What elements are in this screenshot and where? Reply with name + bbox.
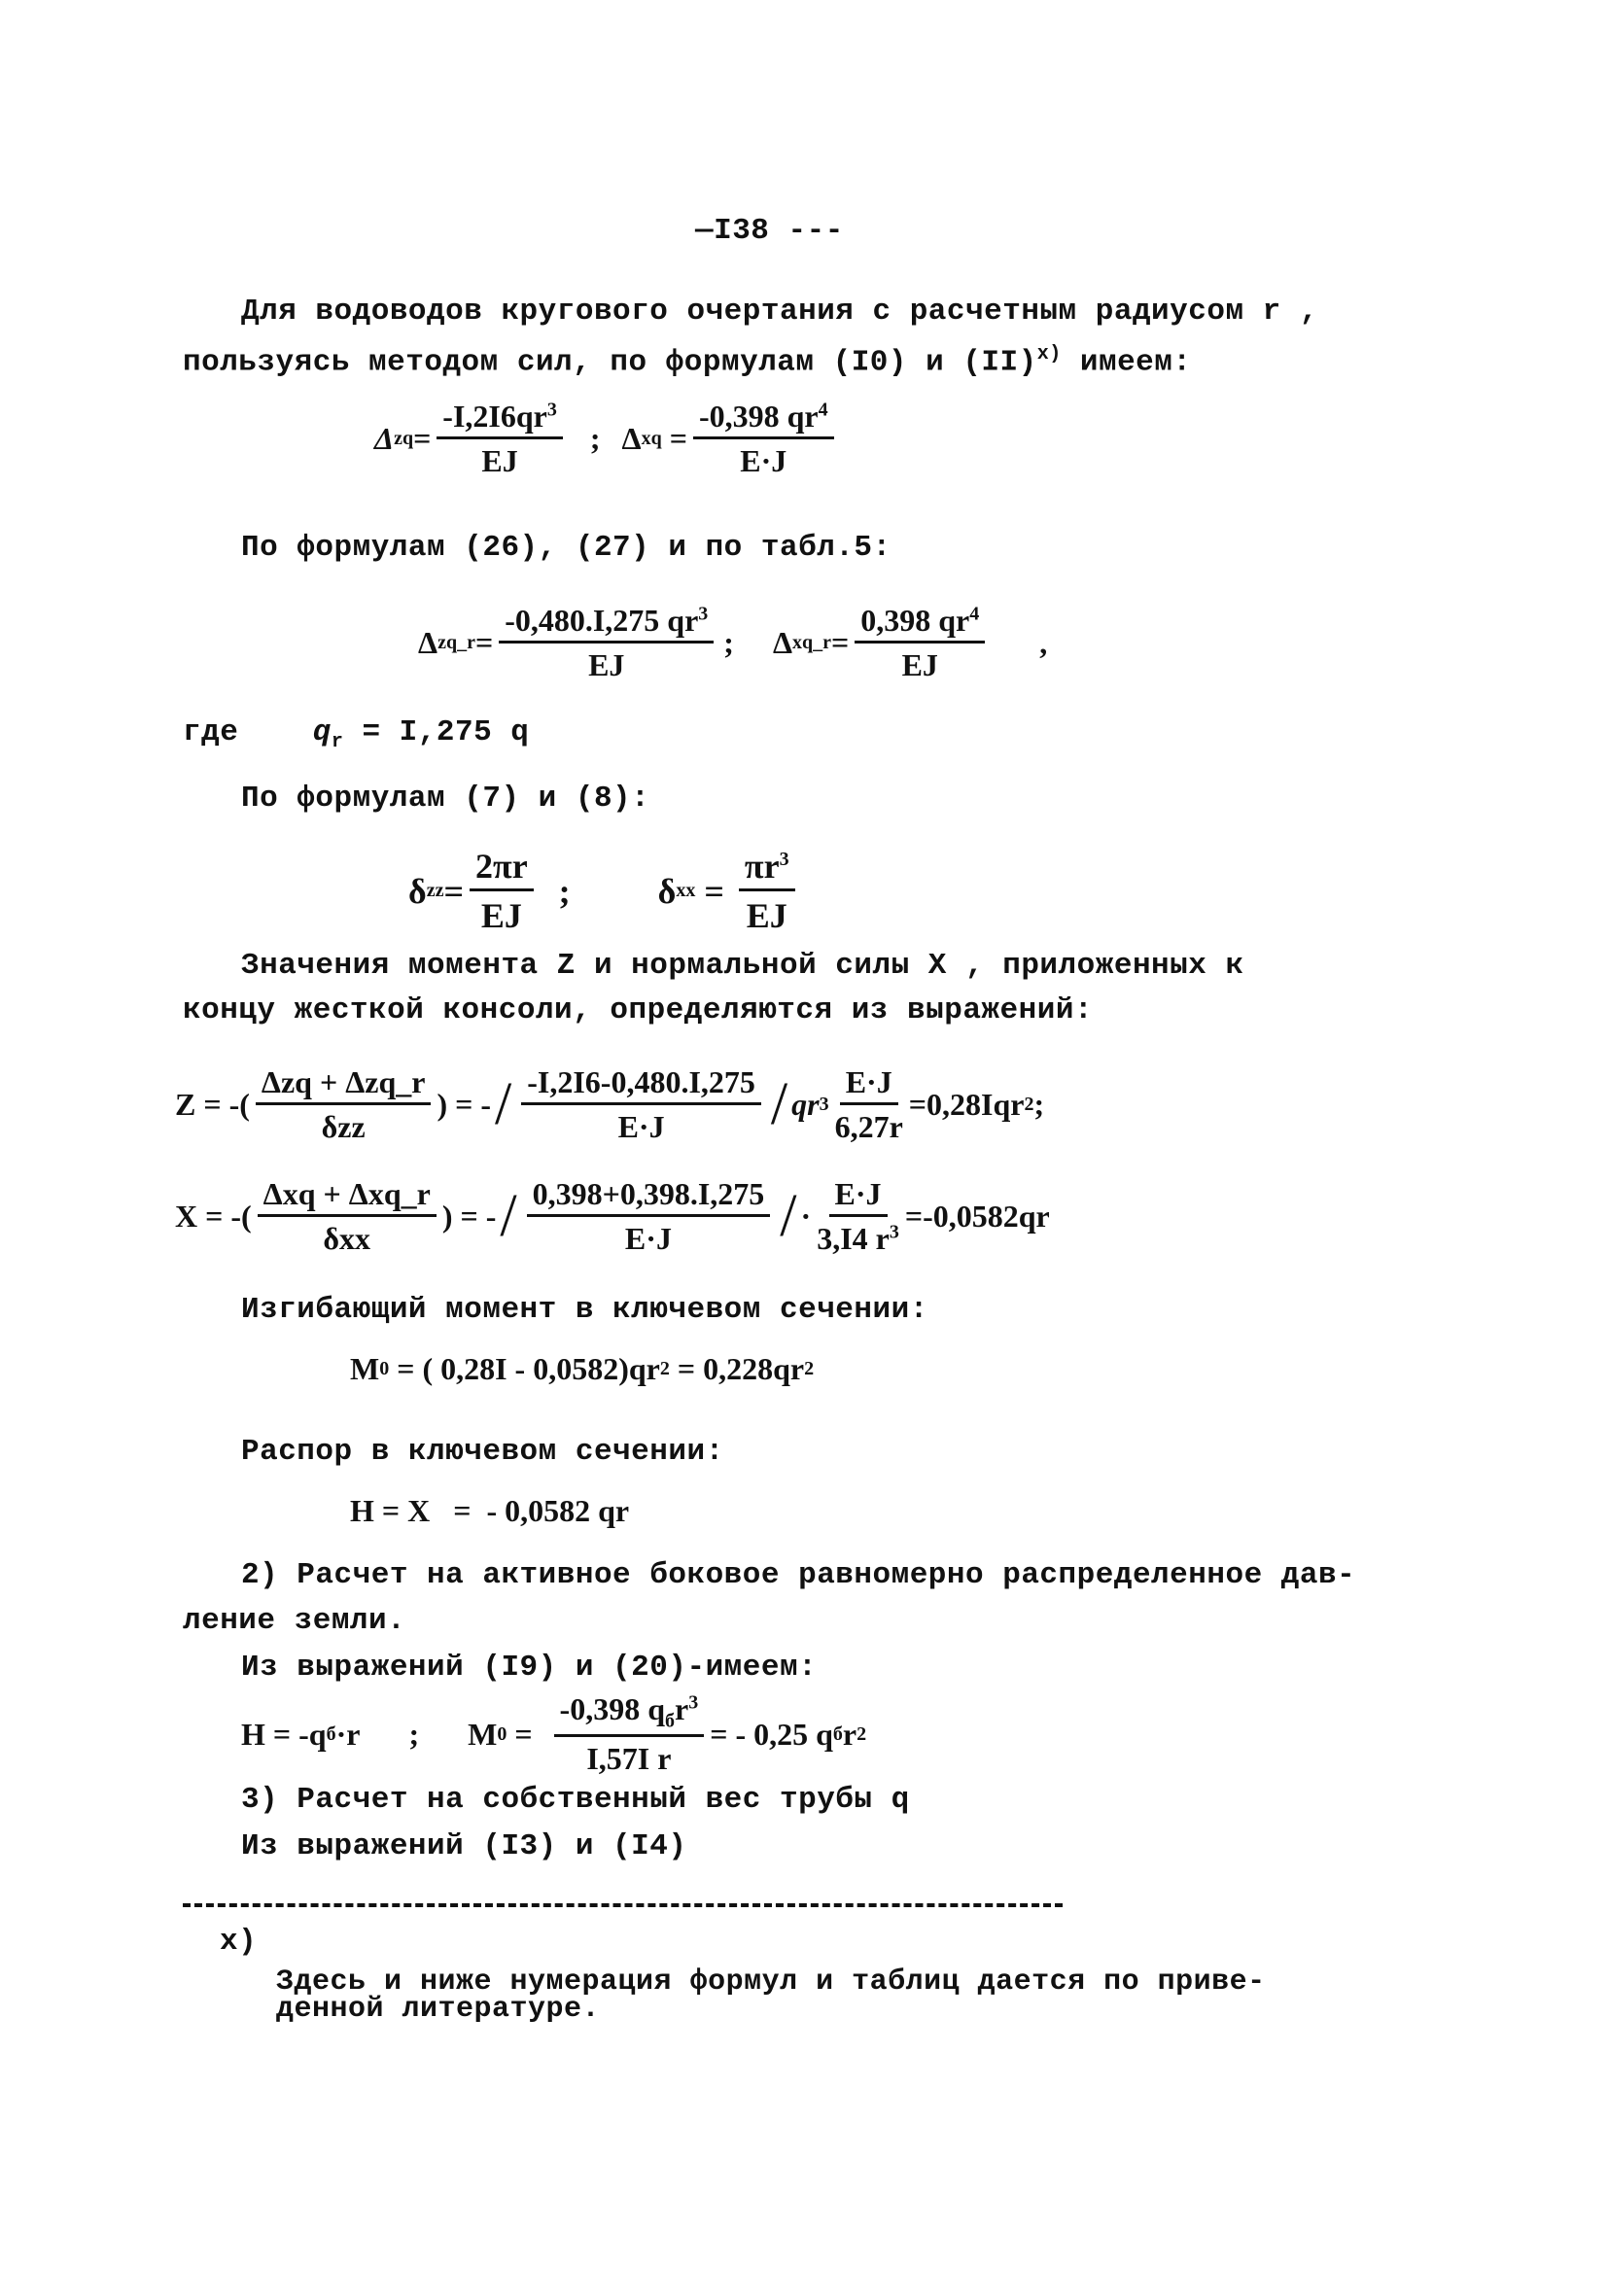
footnote-ref: x)	[1036, 343, 1062, 365]
result: =0,28Iqr	[908, 1087, 1025, 1122]
where-rhs: = I,275 q	[362, 715, 530, 749]
intro-line-2	[183, 343, 1192, 380]
result: = - 0,25 q	[710, 1716, 833, 1752]
numerator: -I,2I6qr	[442, 399, 547, 434]
fraction	[521, 1064, 761, 1145]
lhs: X = -(	[175, 1199, 252, 1234]
factor: qr	[791, 1087, 820, 1122]
delta-symbol: δ	[657, 871, 677, 911]
exponent: 4	[969, 603, 980, 625]
denominator: 6,27r	[834, 1109, 903, 1144]
dot: ·	[800, 1199, 812, 1234]
footnote-line-1: Здесь и ниже нумерация формул и таблиц дается по приве-	[276, 1966, 1266, 1999]
slash: /	[780, 1183, 797, 1249]
numerator: 0,398 qr	[860, 603, 970, 638]
exponent: 3	[819, 1094, 829, 1115]
semicolon: ;	[1033, 1087, 1045, 1122]
numerator: Δxq + Δxq_r	[258, 1176, 437, 1217]
exponent: 3	[889, 1221, 899, 1243]
denominator: E·J	[617, 1109, 665, 1144]
separator: ;	[723, 625, 734, 660]
rhs: = ( 0,28I - 0,0582)qr	[397, 1351, 660, 1386]
numerator: 0,398+0,398.I,275	[527, 1176, 771, 1217]
denominator: EJ	[480, 896, 522, 935]
result: = 0,228qr	[677, 1351, 805, 1386]
denominator: EJ	[588, 647, 625, 682]
subscript: r	[331, 731, 344, 754]
footnote-marker: x)	[220, 1925, 258, 1959]
equation-delta-qr: Δ zq_r = $\frac{-0,480.I,275 qr^3}{EJ}$ ; Δ xq_r = $\frac{0,398 qr^4}{EJ}$ ,	[418, 603, 1048, 682]
intro-line-2-end: имеем:	[1079, 345, 1192, 380]
subscript: xx	[676, 880, 696, 901]
fraction	[693, 399, 834, 479]
subscript: zq_r	[437, 632, 475, 653]
numerator: -I,2I6-0,480.I,275	[521, 1064, 761, 1105]
delta-symbol: δ	[408, 871, 427, 911]
section2-line-2: ление земли.	[183, 1604, 406, 1638]
delta-symbol: Δ	[772, 625, 793, 660]
intro-line-1: Для водоводов кругового очертания с расчетным радиусом r ,	[241, 295, 1318, 329]
exponent: 3	[698, 603, 709, 625]
exponent: 2	[804, 1358, 815, 1379]
fraction	[817, 1176, 899, 1257]
numerator-end: r	[675, 1691, 689, 1726]
q-symbol: q	[312, 715, 332, 749]
numerator: πr	[744, 847, 780, 886]
numerator: Δzq + Δzq_r	[256, 1064, 432, 1105]
exponent: 2	[1024, 1094, 1034, 1115]
lhs: Z = -(	[175, 1087, 250, 1122]
mid: ) = -	[441, 1199, 497, 1234]
intro-line-2-text: пользуясь методом сил, по формулам (I0) и (II)	[183, 345, 1037, 380]
numerator: -0,398 q	[559, 1691, 665, 1726]
equation-h-m0-soil	[241, 1691, 866, 1777]
subscript: zz	[426, 880, 444, 901]
page-number: —I38 ---	[695, 214, 844, 248]
comma: ,	[1039, 625, 1048, 660]
lhs: M	[350, 1351, 380, 1386]
bending-title: Изгибающий момент в ключевом сечении:	[241, 1293, 928, 1327]
numerator: -0,398 qr	[698, 399, 819, 434]
separator: ;	[408, 1716, 420, 1752]
subscript: 0	[379, 1358, 390, 1379]
fraction	[855, 603, 985, 683]
text-formulas-26-27: По формулам (26), (27) и по табл.5:	[241, 531, 891, 565]
footnote-divider	[183, 1903, 1063, 1907]
section2-line-3: Из выражений (I9) и (20)-имеем:	[241, 1651, 818, 1685]
fraction	[499, 603, 714, 683]
subscript: б	[326, 1722, 336, 1745]
denominator: δzz	[321, 1109, 366, 1144]
lhs: H = -q	[241, 1716, 327, 1752]
denominator: 3,I4 r	[817, 1221, 890, 1256]
separator: ;	[589, 421, 601, 456]
m-symbol: M	[468, 1716, 498, 1752]
slash: /	[770, 1071, 788, 1137]
where-line	[183, 717, 529, 752]
section2-line-1: 2) Расчет на активное боковое равномерно распределенное дав-	[241, 1558, 1356, 1592]
text-formulas-7-8: По формулам (7) и (8):	[241, 782, 650, 816]
subscript: xq	[641, 428, 662, 449]
section3-line-2: Из выражений (I3) и (I4)	[241, 1829, 687, 1863]
fraction	[739, 846, 795, 936]
where-label: где	[183, 715, 239, 749]
fraction	[554, 1691, 705, 1777]
exponent: 3	[688, 1691, 699, 1714]
exponent: 2	[856, 1722, 867, 1745]
thrust-title: Распор в ключевом сечении:	[241, 1435, 724, 1469]
denominator: EJ	[901, 647, 938, 682]
exponent: 3	[779, 849, 789, 870]
equation-delta-q: Δ zq = $\frac{-I,2I6qr^3}{EJ}$ ; Δ xq = $\frac{-0,398 qr^4}{E\cdot J}$	[374, 399, 840, 479]
values-text-line-1: Значения момента Z и нормальной силы X , приложенных к	[241, 949, 1244, 983]
equation-m0	[350, 1351, 814, 1387]
numerator: 2πr	[470, 846, 534, 891]
numerator: E·J	[840, 1064, 898, 1105]
fraction	[256, 1064, 432, 1145]
exponent: 3	[546, 399, 557, 421]
equation-h: H = X = - 0,0582 qr	[350, 1493, 630, 1528]
exponent: 4	[818, 399, 828, 421]
equation-z	[175, 1064, 1044, 1145]
result: =-0,0582qr	[904, 1199, 1050, 1234]
delta-symbol: Δ	[621, 421, 642, 456]
subscript: б	[665, 1710, 675, 1732]
denominator: δxx	[323, 1221, 371, 1256]
separator: ;	[558, 871, 571, 911]
fraction	[258, 1176, 437, 1257]
lhs-end: ·r	[335, 1716, 361, 1752]
footnote-line-2: денной литературе.	[276, 1993, 601, 2026]
equals: =	[514, 1716, 533, 1752]
slash: /	[500, 1183, 517, 1249]
numerator: -0,480.I,275 qr	[505, 603, 699, 638]
denominator: E·J	[624, 1221, 672, 1256]
delta-symbol: Δ	[374, 421, 395, 456]
fraction	[527, 1176, 771, 1257]
fraction	[437, 399, 563, 479]
equation-x	[175, 1176, 1050, 1257]
numerator: E·J	[829, 1176, 888, 1217]
result-end: r	[842, 1716, 857, 1752]
subscript: zq	[394, 428, 414, 449]
subscript: xq_r	[792, 632, 832, 653]
fraction	[470, 846, 534, 936]
subscript: 0	[497, 1722, 507, 1745]
slash: /	[495, 1071, 512, 1137]
equation-delta-coefficients: δ zz = $\frac{2\pi r}{EJ}$ ; δ xx = $\frac{\pi r^3}{EJ}$	[408, 846, 801, 936]
fraction	[835, 1064, 903, 1145]
denominator: EJ	[481, 443, 518, 478]
denominator: EJ	[746, 896, 787, 935]
delta-symbol: Δ	[418, 625, 438, 660]
section3-line-1: 3) Расчет на собственный вес трубы q	[241, 1783, 910, 1817]
denominator: I,57I r	[586, 1741, 672, 1777]
denominator: E·J	[740, 443, 787, 478]
subscript: б	[832, 1722, 843, 1745]
values-text-line-2: концу жесткой консоли, определяются из выражений:	[183, 993, 1094, 1027]
mid: ) = -	[437, 1087, 491, 1122]
exponent: 2	[659, 1358, 670, 1379]
